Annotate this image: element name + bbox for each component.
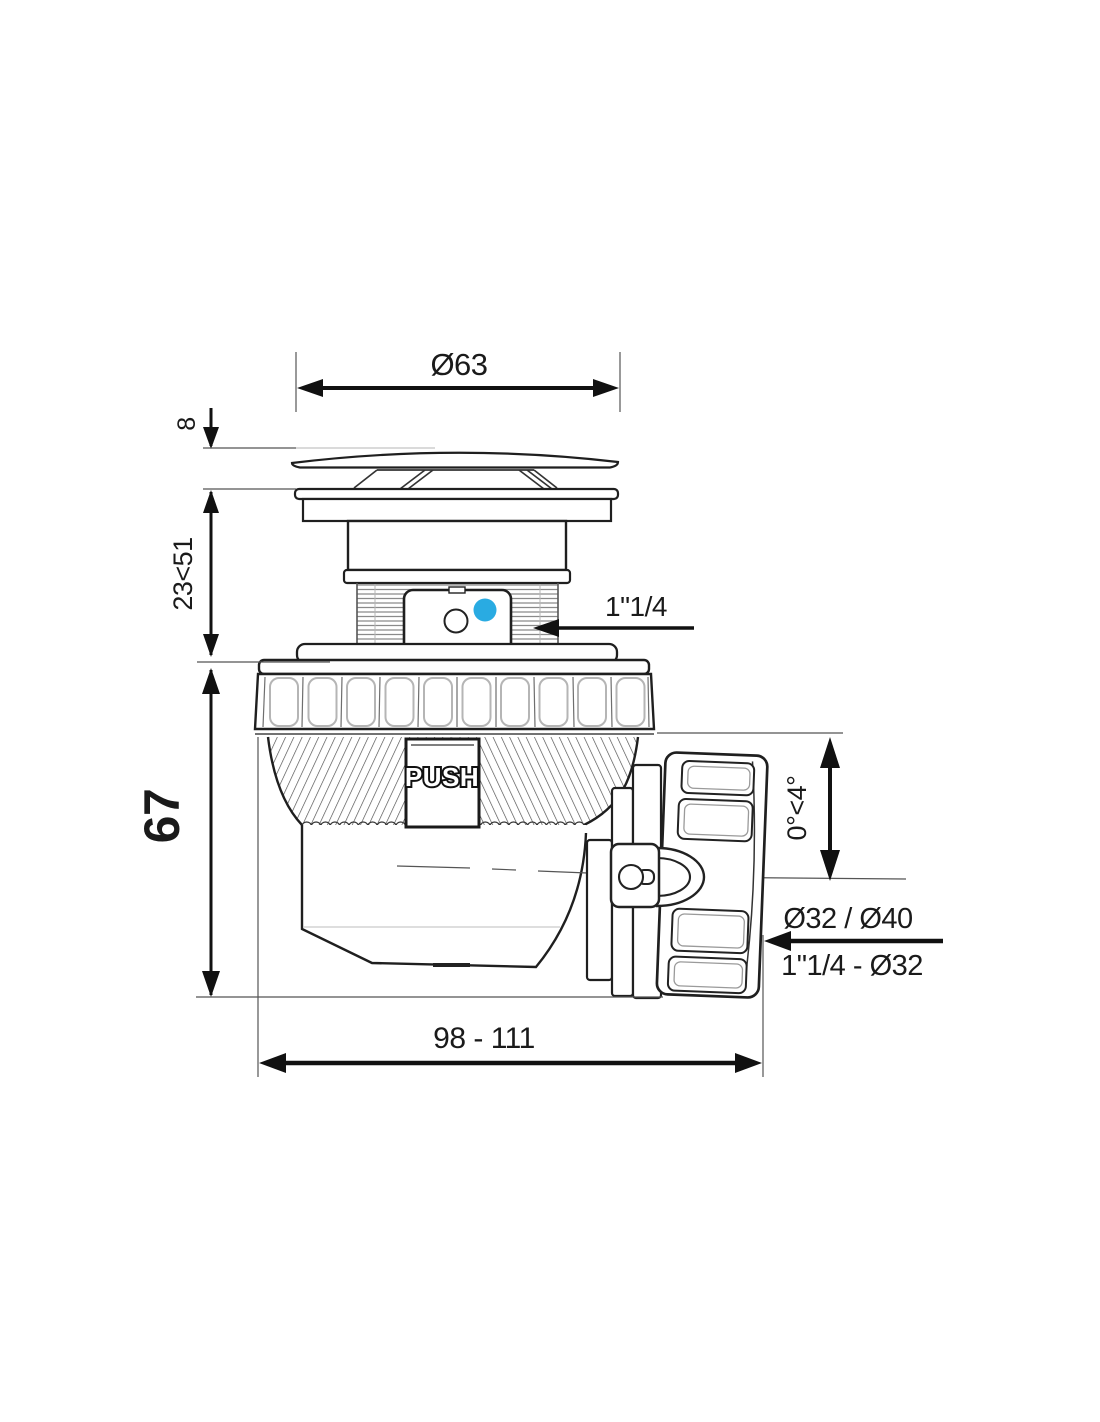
dim-label-length-range: 98 - 111 bbox=[433, 1022, 535, 1055]
dim-cap-height-8 bbox=[173, 408, 296, 489]
cap-struts bbox=[354, 470, 557, 489]
arrowhead-right bbox=[593, 379, 619, 397]
dim-label-adjustable-height: 23<51 bbox=[168, 537, 198, 611]
dim-label-outlet-angle: 0°<4° bbox=[782, 775, 812, 841]
arrowhead-down bbox=[203, 634, 219, 657]
arrowhead-right bbox=[735, 1053, 762, 1073]
label-outlet-diameters: Ø32 / Ø40 bbox=[783, 903, 913, 935]
arrowhead-up bbox=[820, 737, 840, 768]
arrowhead-up bbox=[203, 490, 219, 513]
cap-lens bbox=[292, 453, 618, 468]
upper-cylinder bbox=[348, 521, 566, 570]
body-fill bbox=[302, 825, 586, 967]
arrowhead-down bbox=[202, 971, 220, 997]
arrowhead-up bbox=[202, 668, 220, 694]
arrowhead-down bbox=[820, 850, 840, 881]
blue-indicator-dot bbox=[474, 599, 497, 622]
trap-body bbox=[302, 825, 586, 967]
locknut-ring bbox=[255, 660, 654, 734]
dim-label-diameter-63: Ø63 bbox=[430, 347, 488, 382]
dim-label-cap-height: 8 bbox=[173, 417, 201, 431]
label-inlet-thread: 1"1/4 bbox=[605, 591, 667, 622]
flange-body bbox=[303, 499, 611, 521]
dim-diameter-63 bbox=[296, 347, 620, 412]
tag-top-notch bbox=[449, 587, 465, 593]
locknut-band bbox=[255, 674, 654, 729]
white-circle-indicator bbox=[445, 610, 468, 633]
label-outlet-thread: 1"1/4 - Ø32 bbox=[781, 950, 923, 982]
cap-assembly bbox=[292, 448, 618, 583]
flange-lip bbox=[295, 489, 618, 499]
dim-label-total-height: 67 bbox=[134, 788, 190, 844]
keyhole-circle bbox=[619, 865, 643, 889]
arrowhead-left bbox=[259, 1053, 286, 1073]
push-label: PUSH bbox=[404, 762, 480, 792]
annotation-outlet-sizes bbox=[763, 903, 943, 1077]
threaded-inlet bbox=[297, 583, 617, 663]
arrowhead-down bbox=[203, 427, 219, 449]
arrowhead-left bbox=[297, 379, 323, 397]
cylinder-lip-ring bbox=[344, 570, 570, 583]
push-tab bbox=[405, 739, 479, 827]
outlet-ring-1 bbox=[587, 840, 612, 980]
